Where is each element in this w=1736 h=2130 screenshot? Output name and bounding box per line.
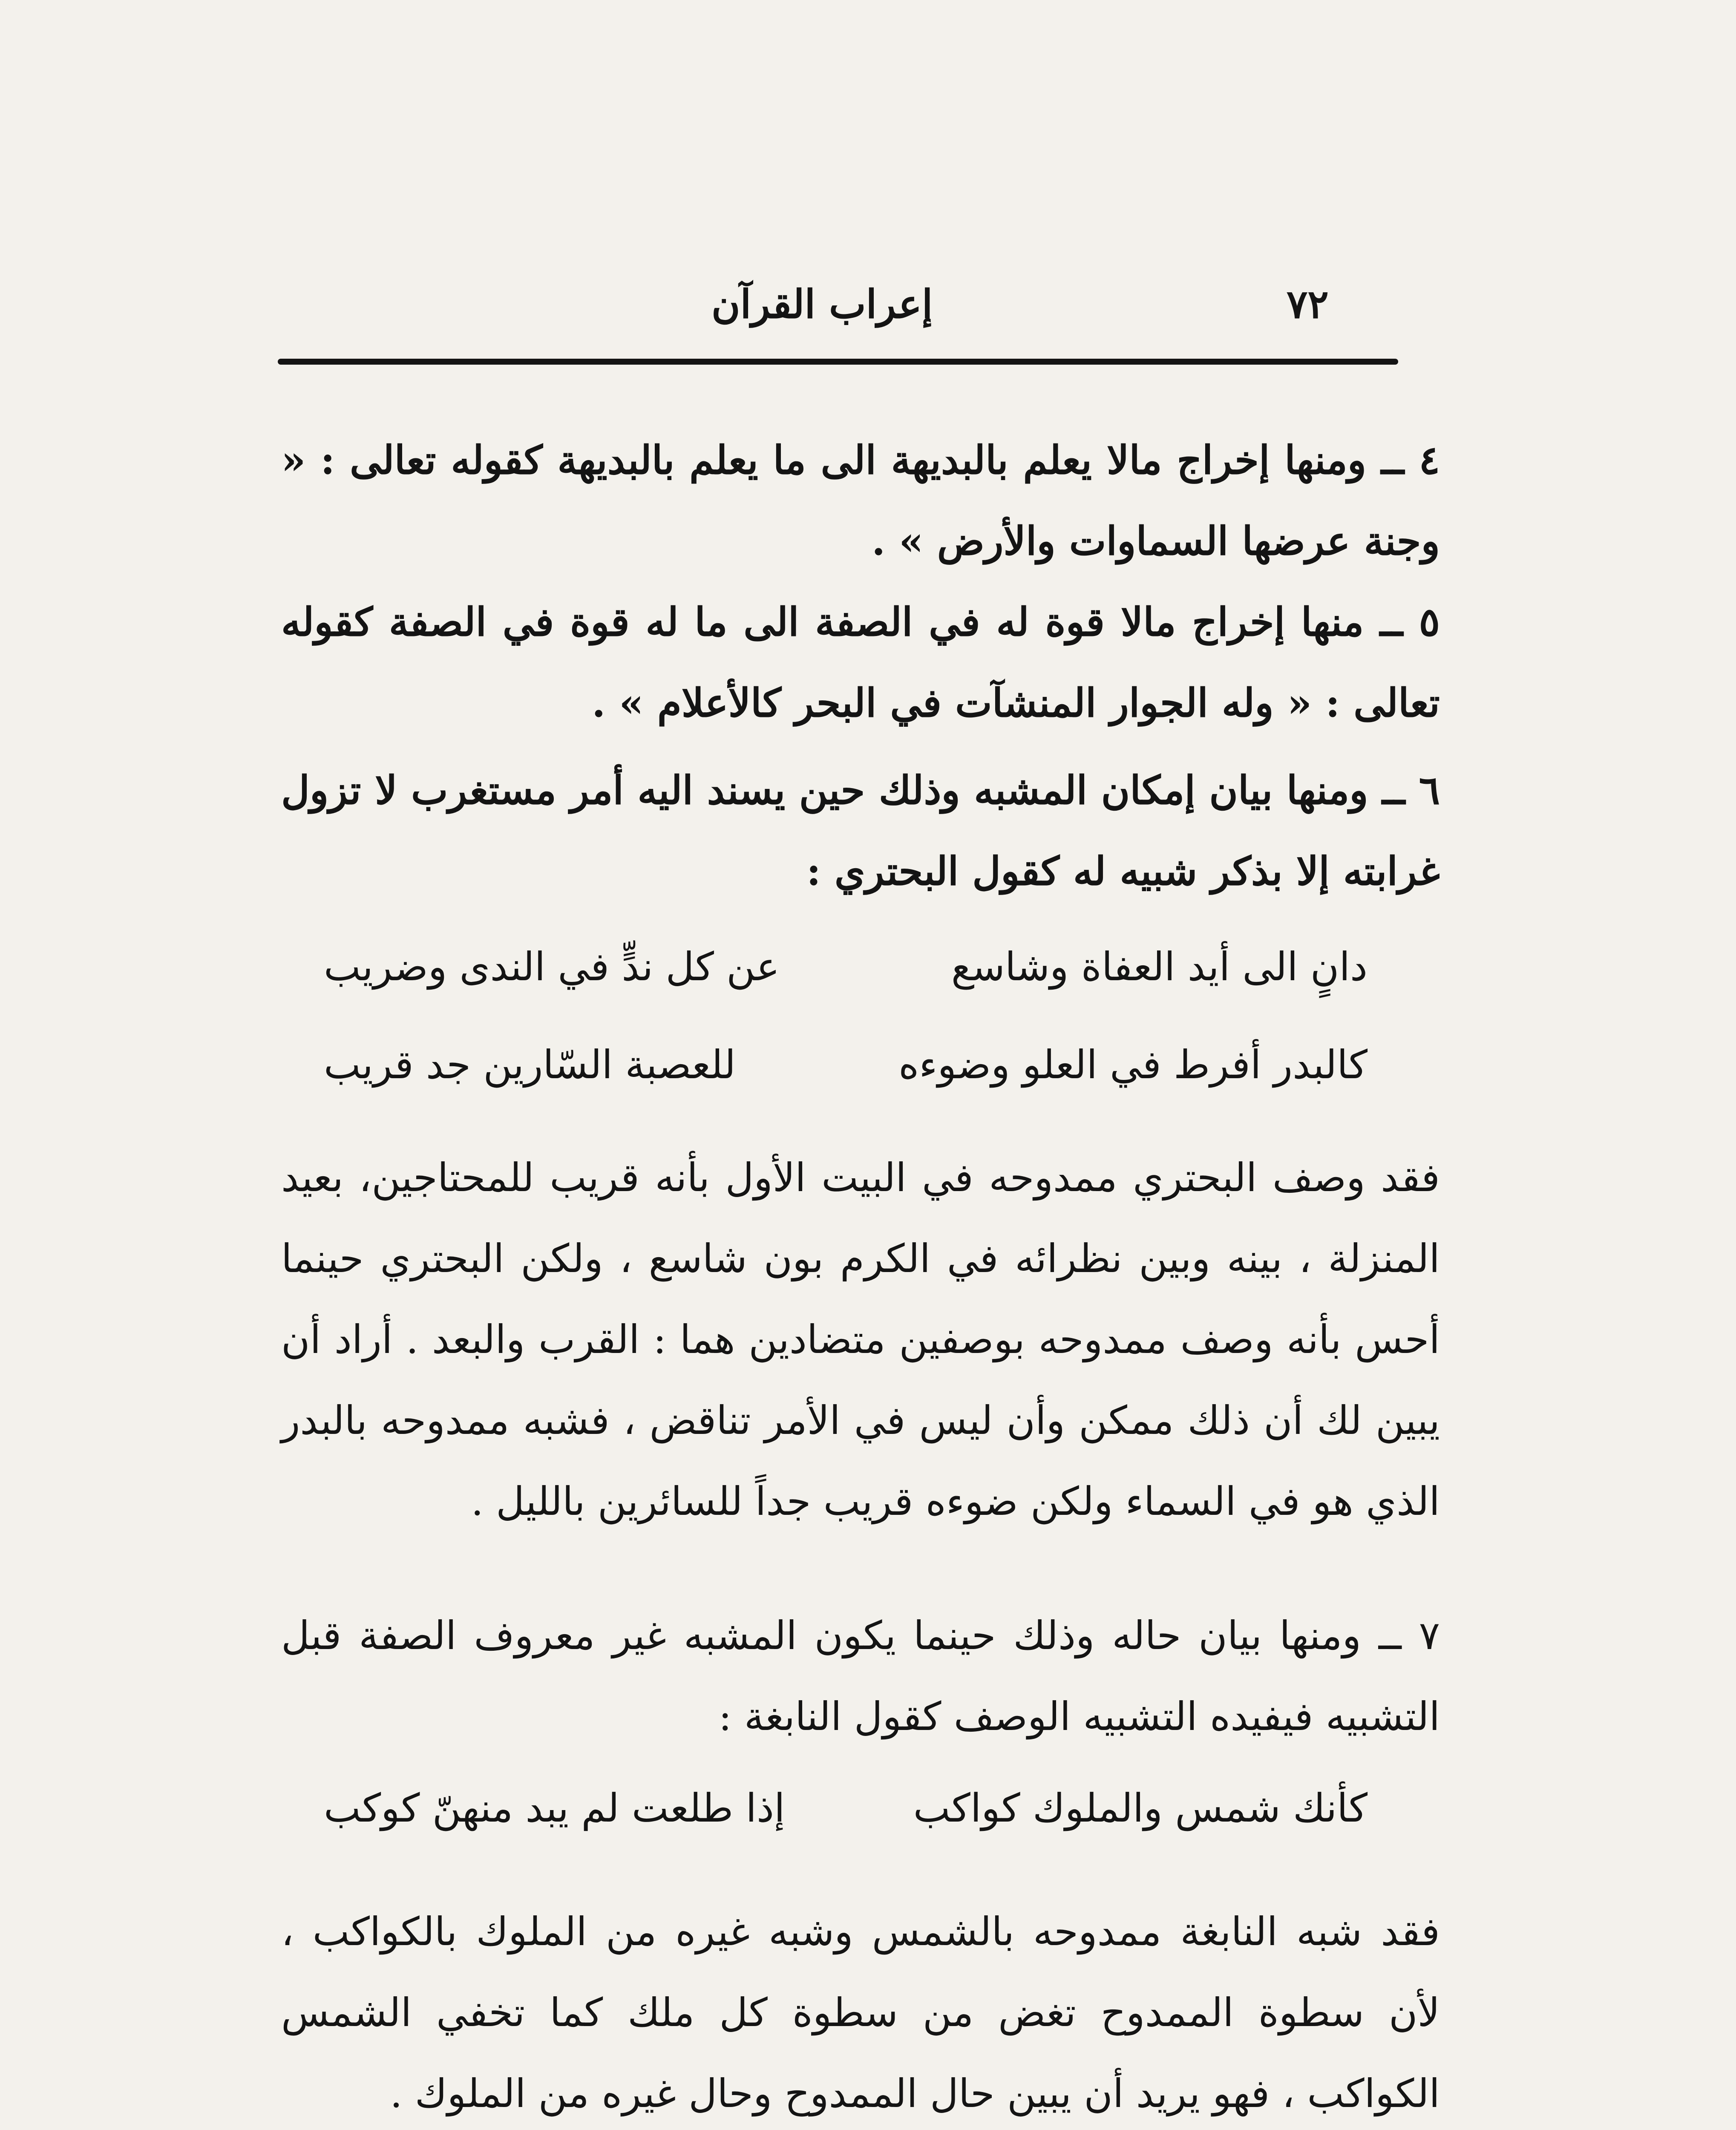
paragraph-6: ٦ ــ ومنها بيان إمكان المشبه وذلك حين يسند اليه أمر مستغرب لا تزول غرابته إلا بذكر شبيه له كقول البحتري : xyxy=(281,767,1440,894)
paragraph-4: ٤ ــ ومنها إخراج مالا يعلم بالبديهة الى ما يعلم بالبديهة كقوله تعالى : « وجنة عرضها السماوات والأرض » . xyxy=(281,437,1440,564)
verse-1-first-hemistich: دانٍ الى أيد العفاة وشاسع xyxy=(951,944,1367,990)
running-title: إعراب القرآن xyxy=(711,281,933,327)
verse-1-second-hemistich: عن كل ندٍّ في الندى وضريب xyxy=(324,944,780,990)
commentary-nabigha: فقد شبه النابغة ممدوحه بالشمس وشبه غيره من الملوك بالكواكب ، لأن سطوة الممدوح تغض من سطوة كل ملك كما تخفي الشمس الكواكب ، فهو يريد أن يبين حال الممدوح وحال غيره من الملوك . xyxy=(281,1909,1440,2116)
commentary-buhturi: فقد وصف البحتري ممدوحه في البيت الأول بأنه قريب للمحتاجين، بعيد المنزلة ، بينه وبين نظرائه في الكرم بون شاسع ، ولكن البحتري حينما أحس بأنه وصف ممدوحه بوصفين متضادين هما : القرب والبعد . أراد أن يبين لك أن ذلك ممكن وأن ليس في الأمر تناقض ، فشبه ممدوحه بالبدر الذي هو في السماء ولكن ضوءه قريب جداً للسائرين بالليل . xyxy=(281,1155,1440,1524)
verse-2-second-hemistich: للعصبة السّارين جد قريب xyxy=(324,1042,736,1088)
verse-2-first-hemistich: كالبدر أفرط في العلو وضوءه xyxy=(898,1042,1367,1088)
poem-buhturi xyxy=(324,927,1367,1123)
verse-2 xyxy=(324,1025,1367,1123)
page-number: ٧٢ xyxy=(1287,281,1329,327)
paragraph-5: ٥ ــ منها إخراج مالا قوة له في الصفة الى ما له قوة في الصفة كقوله تعالى : « وله الجوار المنشآت في البحر كالأعلام » . xyxy=(281,599,1440,726)
page-header xyxy=(277,281,1397,345)
header-rule xyxy=(278,359,1398,365)
verse-3 xyxy=(324,1768,1367,1866)
verse-3-second-hemistich: إذا طلعت لم يبد منهنّ كوكب xyxy=(324,1785,785,1831)
paragraph-7: ٧ ــ ومنها بيان حاله وذلك حينما يكون المشبه غير معروف الصفة قبل التشبيه فيفيده التشبيه الوصف كقول النابغة : xyxy=(281,1613,1440,1739)
verse-3-first-hemistich: كأنك شمس والملوك كواكب xyxy=(913,1785,1367,1831)
verse-1 xyxy=(324,927,1367,1025)
poem-nabigha xyxy=(324,1768,1367,1866)
